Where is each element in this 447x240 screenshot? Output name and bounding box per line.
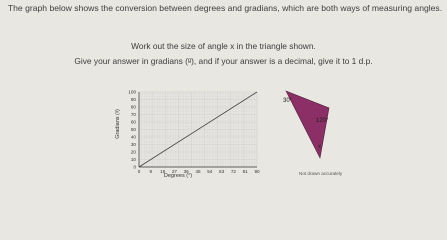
x-tick-label: 72 <box>230 169 236 174</box>
angle-label-120: 120° <box>316 118 329 124</box>
y-tick-label: 10 <box>130 157 136 163</box>
y-tick-label: 30 <box>130 142 136 148</box>
question-line-2: Give your answer in gradians (ᵍ), and if your answer is a decimal, give it to 1 d.p. <box>74 56 373 66</box>
question-line-1: Work out the size of angle x in the triangle shown. <box>131 41 316 51</box>
x-tick-label: 27 <box>171 169 177 174</box>
y-axis-label: Gradians (ᵍ) <box>115 109 121 139</box>
x-tick-label: 54 <box>207 169 213 174</box>
x-tick-label: 18 <box>160 169 166 174</box>
x-tick-label: 90 <box>254 169 260 174</box>
not-drawn-accurately-note: Not drawn accurately <box>299 171 343 176</box>
y-tick-label: 20 <box>130 149 136 155</box>
y-tick-label: 100 <box>128 89 136 95</box>
x-tick-label: 9 <box>149 169 153 174</box>
y-tick-label: 90 <box>130 97 136 103</box>
x-tick-label: 81 <box>242 169 248 174</box>
x-axis-label: Degrees (°) <box>163 173 193 179</box>
y-tick-label: 50 <box>130 127 136 133</box>
angle-label-30: 30° <box>283 98 293 104</box>
x-tick-label: 0 <box>137 169 141 174</box>
intro-text: The graph below shows the conversion between degrees and gradians, which are both ways of measuring angles. <box>7 3 443 13</box>
y-tick-label: 70 <box>130 112 136 118</box>
y-tick-label: 40 <box>130 134 136 140</box>
angle-label-x: x <box>318 144 321 150</box>
y-tick-label: 0 <box>133 164 136 170</box>
x-tick-label: 45 <box>195 169 201 174</box>
x-tick-label: 36 <box>183 169 189 174</box>
x-tick-label: 63 <box>219 169 225 174</box>
y-tick-label: 60 <box>130 119 136 125</box>
triangle-shape <box>286 91 329 158</box>
y-tick-label: 80 <box>130 104 136 110</box>
